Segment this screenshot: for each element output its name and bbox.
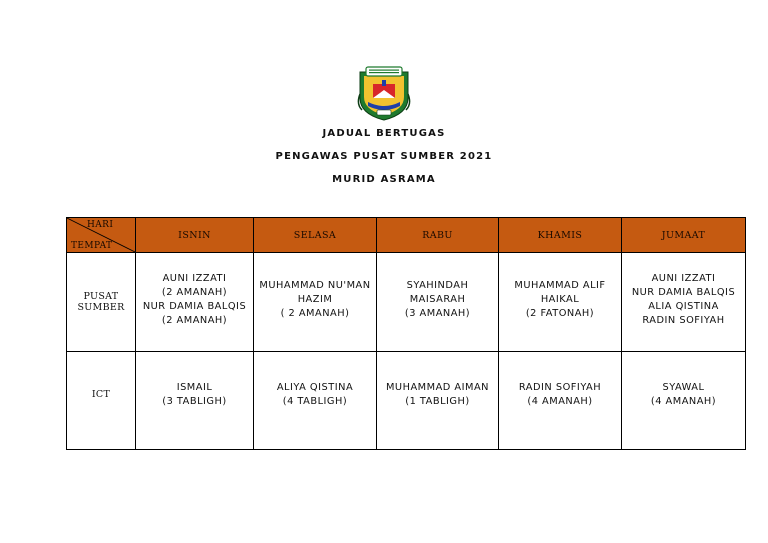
place-label-line: PUSAT [83, 291, 119, 302]
place-label-line: SUMBER [77, 302, 125, 313]
duty-line: (1 TABLIGH) [405, 395, 470, 407]
duty-line: HAZIM [297, 294, 333, 305]
duty-line: SYAHINDAH [406, 280, 469, 291]
day-header-khamis: KHAMIS [499, 218, 622, 253]
duty-line: (3 AMANAH) [404, 308, 471, 319]
duty-line: (2 FATONAH) [525, 308, 595, 319]
duty-line: RADIN SOFIYAH [642, 315, 725, 326]
duty-line: ALIYA QISTINA [276, 381, 354, 393]
duty-line: (3 TABLIGH) [162, 395, 227, 407]
duty-line: AUNI IZZATI [651, 273, 716, 284]
day-header-selasa: SELASA [254, 218, 377, 253]
duty-line: ISMAIL [176, 381, 213, 393]
day-header-rabu: RABU [377, 218, 499, 253]
table-row [67, 352, 746, 450]
duty-line: (2 AMANAH) [161, 315, 228, 326]
duty-roster-table [66, 217, 746, 450]
duty-line: (4 TABLIGH) [282, 395, 348, 407]
duty-cell [499, 253, 622, 352]
duty-line: ( 2 AMANAH) [280, 308, 350, 319]
duty-line: (2 AMANAH) [161, 287, 228, 298]
duty-cell [377, 253, 499, 352]
document-subtitle: PENGAWAS PUSAT SUMBER 2021 [275, 151, 493, 162]
place-cell [67, 352, 136, 450]
day-header-isnin: ISNIN [136, 218, 254, 253]
duty-cell [377, 352, 499, 450]
student-group-label: MURID ASRAMA [332, 174, 436, 185]
duty-cell [136, 352, 254, 450]
day-header-jumaat: JUMAAT [622, 218, 746, 253]
duty-line: MAISARAH [409, 294, 466, 305]
duty-cell [499, 352, 622, 450]
duty-line: AUNI IZZATI [162, 273, 227, 284]
table-header-row [67, 218, 746, 253]
duty-cell [136, 253, 254, 352]
document-title: JADUAL BERTUGAS [322, 128, 446, 139]
duty-line: (4 AMANAH) [650, 395, 717, 407]
place-cell [67, 253, 136, 352]
duty-line: MUHAMMAD AIMAN [385, 381, 490, 393]
place-label-line: ICT [91, 389, 111, 400]
duty-line: MUHAMMAD ALIF [514, 280, 606, 291]
day-axis-label: HARI [87, 220, 114, 230]
duty-cell [254, 253, 377, 352]
duty-line: (4 AMANAH) [527, 395, 593, 407]
corner-header-cell [67, 218, 136, 253]
table-row [67, 253, 746, 352]
school-crest-logo [356, 64, 412, 122]
duty-line: MUHAMMAD NU'MAN [259, 280, 371, 291]
duty-line: SYAWAL [662, 381, 705, 393]
duty-line: HAIKAL [540, 294, 580, 305]
duty-cell [622, 352, 746, 450]
duty-cell [622, 253, 746, 352]
duty-line: NUR DAMIA BALQIS [631, 287, 736, 298]
place-axis-label: TEMPAT [71, 241, 113, 251]
duty-line: RADIN SOFIYAH [518, 381, 602, 393]
duty-line: NUR DAMIA BALQIS [142, 301, 247, 312]
duty-line: ALIA QISTINA [648, 301, 719, 312]
duty-cell [254, 352, 377, 450]
